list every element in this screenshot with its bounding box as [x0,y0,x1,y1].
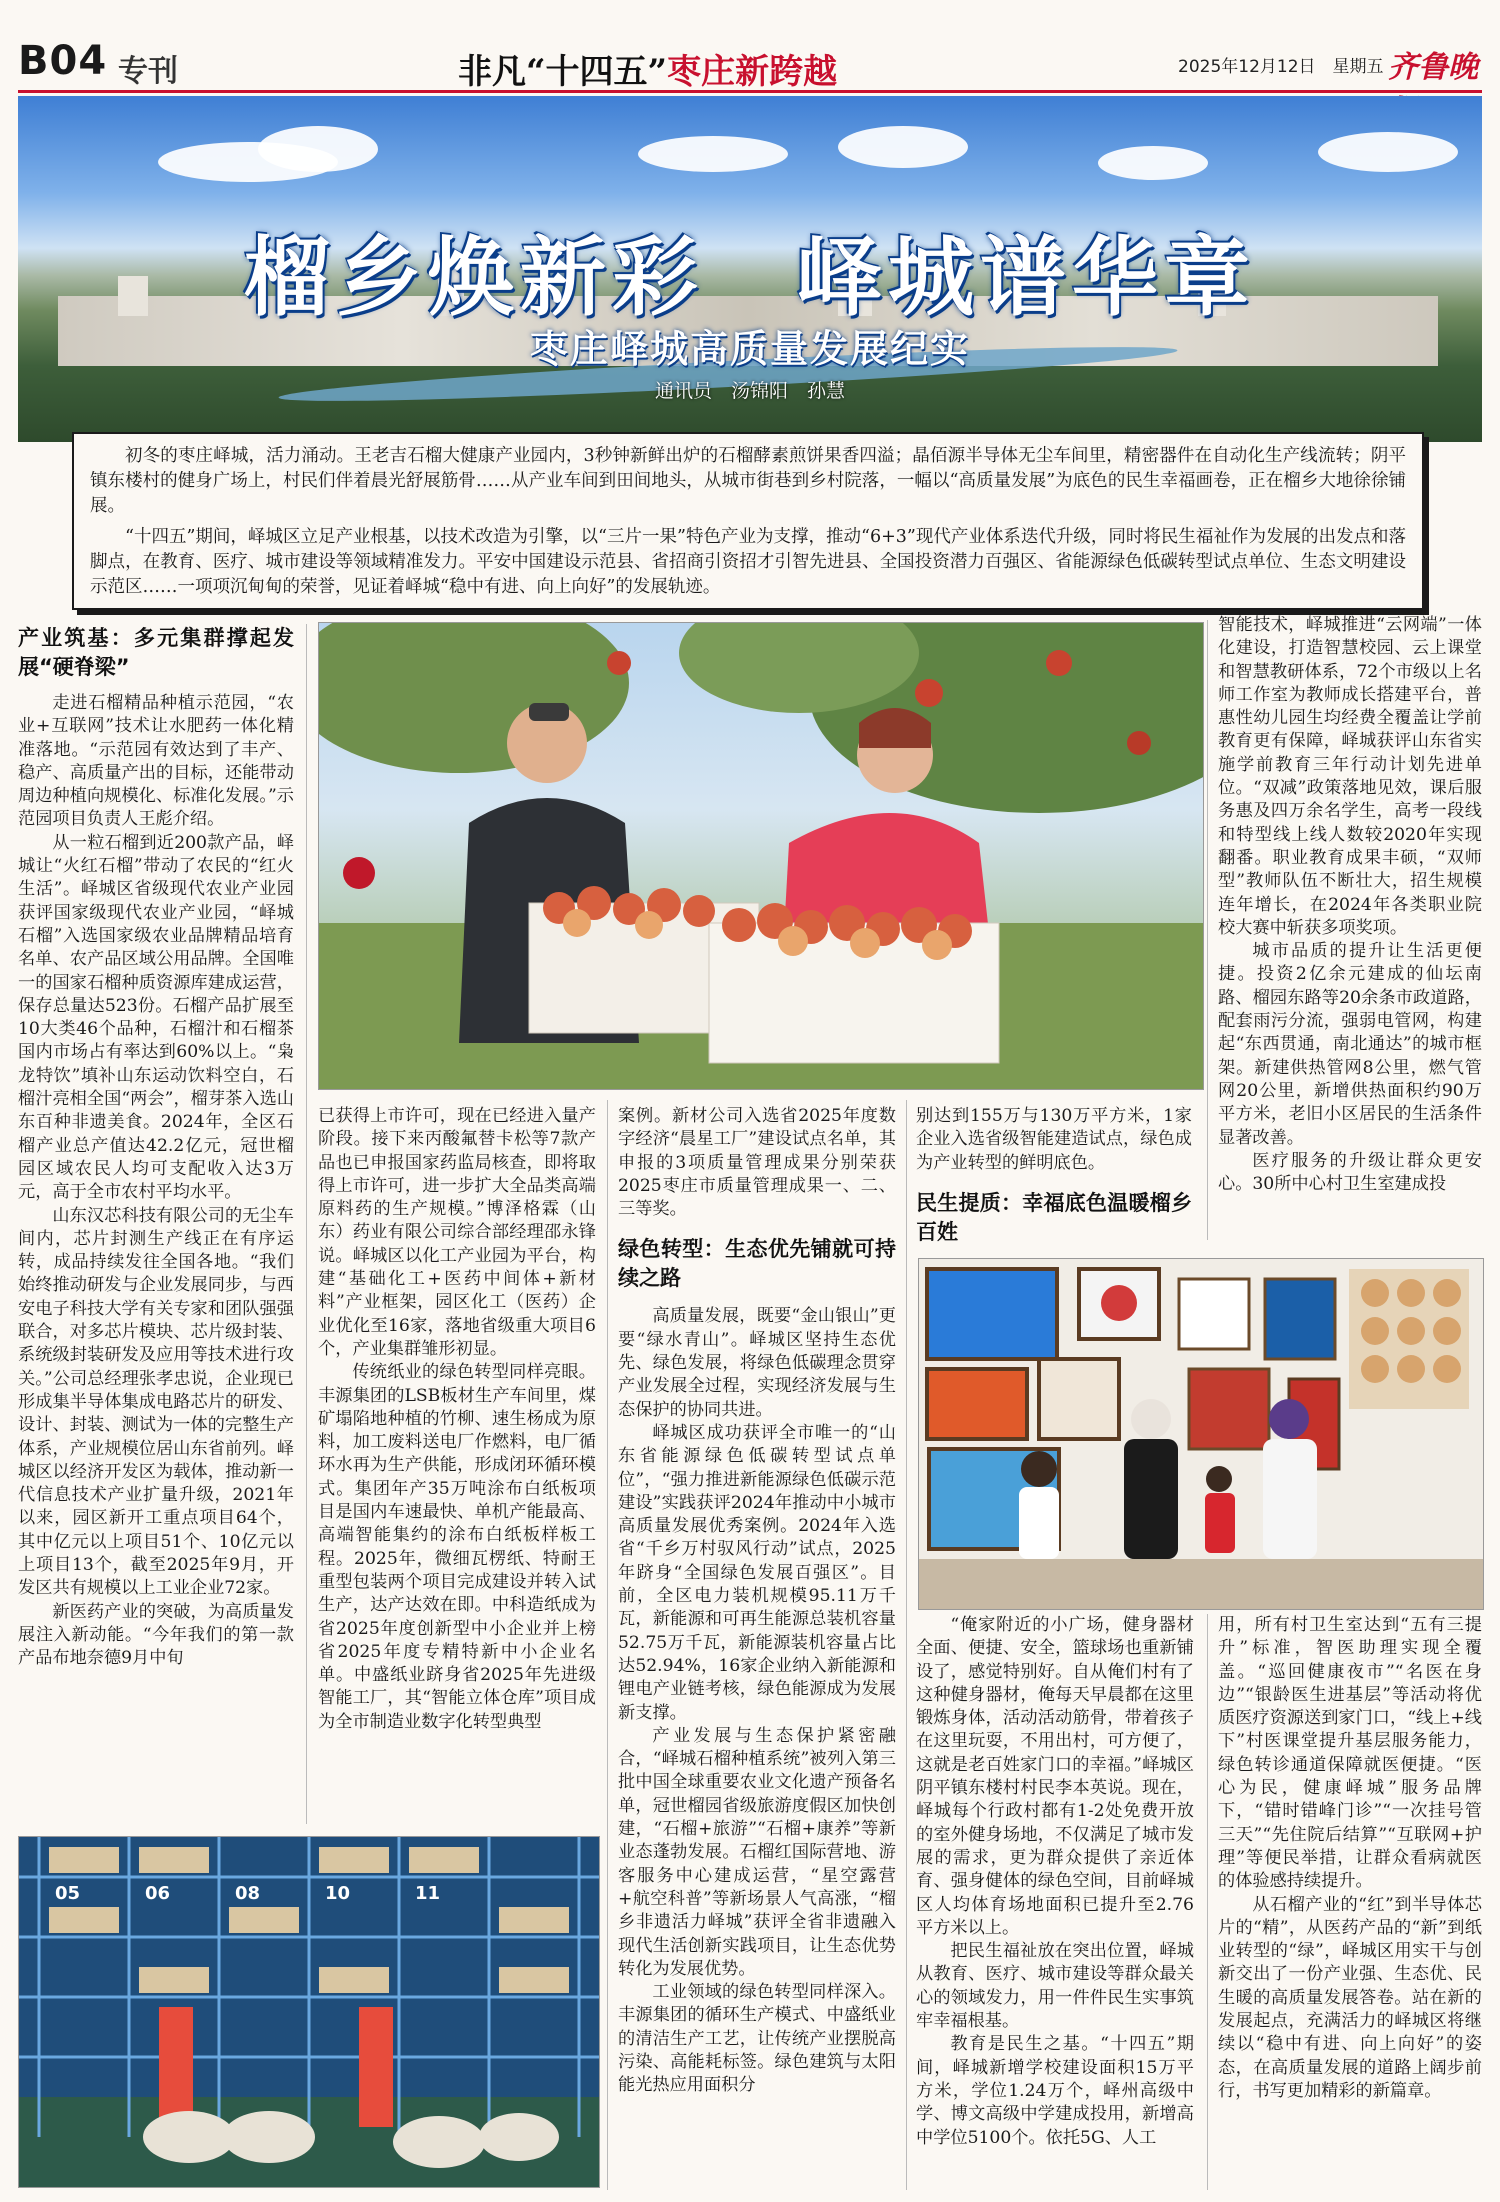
article-column-5-top [1218,614,1482,1240]
series-title-black: 非凡“十四五” [458,52,668,92]
rack-label: 08 [235,1883,261,1904]
section-name: 专刊 [118,54,178,89]
body-paragraph: 别达到155万与130万平方米，1家企业入选省级智能建造试点，绿色成为产业转型的鲜明底色。 [916,1106,1192,1173]
article-column-2 [318,1105,596,1795]
body-paragraph: 用，所有村卫生室达到“五有三提升”标准，智医助理实现全覆盖。“巡回健康夜市”“名医在身边”“银龄医生进基层”等活动将优质医疗资源送到家门口，“线上+线下”村医课堂提升基层服务能力，绿色转诊通道保障就医便捷。“医心为民，健康峄城”服务品牌下，“错时错峰门诊”“一次挂号管三天”“先住院后结算”“互联网+护理”等便民举措，让群众看病就医的体验感持续提升。 [1218,1615,1482,1892]
lead-paragraph: 初冬的枣庄峄城，活力涌动。王老吉石榴大健康产业园内，3秒钟新鲜出炉的石榴酵素煎饼果香四溢；晶佰源半导体无尘车间里，精密器件在自动化生产线流转；阴平镇东楼村的健身广场上，村民们伴着晨光舒展筋骨……从产业车间到田间地头，从城市街巷到乡村院落，一幅以“高质量发展”为底色的民生幸福画卷，正在榴乡大地徐徐铺展。 [90,446,1406,516]
column-rule [1207,620,1208,1240]
series-title [458,44,837,93]
body-paragraph: “俺家附近的小广场，健身器材全面、便捷、安全，篮球场也重新铺设了，感觉特别好。自从俺们村有了这种健身器材，俺每天早晨都在这里锻炼身体，活动活动筋骨，带着孩子在这里玩耍，不用出村，可方便了，这就是老百姓家门口的幸福。”峄城区阴平镇东楼村村民李本英说。现在，峄城每个行政村都有1-2处免费开放的室外健身场地，不仅满足了城市发展的需求，更为群众提供了亲近体育、强身健体的绿色空间，目前峄城区人均体育场地面积已提升至2.76平方米以上。 [916,1615,1194,1938]
byline: 通讯员 汤锦阳 孙慧 [654,380,845,402]
sub-headline: 枣庄峄城高质量发展纪实 [529,326,970,371]
body-paragraph: 传统纸业的绿色转型同样亮眼。丰源集团的LSB板材生产车间里，煤矿塌陷地种植的竹柳、速生杨成为原料，加工废料送电厂作燃料，电厂循环水再为生产供能，形成闭环循环模式。集团年产35万吨涂布白纸板项目是国内车速最快、单机产能最高、高端智能集约的涂布白纸板样板工程。2025年，微细瓦楞纸、特耐王重型包装两个项目完成建设并转入试生产，达产达效在即。中科造纸成为省2025年度创新型中小企业并上榜省2025年度专精特新中小企业名单。中盛纸业跻身省2025年先进级智能工厂，其“智能立体仓库”项目成为全市制造业数字化转型典型 [318,1362,596,1732]
series-title-red: 枣庄新跨越 [667,52,838,92]
page-number: B04 [18,38,108,84]
column-rule [607,1100,608,2190]
pomegranate-harvest-illustration [319,623,1203,1089]
body-paragraph: 城市品质的提升让生活更便捷。投资2亿余元建成的仙坛南路、榴园东路等20余条市政道路，配套雨污分流，强弱电管网，构建起“东西贯通，南北通达”的城市框架。新建供热管网8公里，燃气管网20公里，新增供热面积约90万平方米，老旧小区居民的生活条件显著改善。 [1218,941,1482,1148]
article-column-3 [618,1105,896,2185]
section-heading-green: 绿色转型：生态优先铺就可持续之路 [618,1237,896,1291]
automated-warehouse-photo [18,1836,600,2188]
lead-paragraph: “十四五”期间，峄城区立足产业根基，以技术改造为引擎，以“三片一果”特色产业为支撑，推动“6+3”现代产业体系迭代升级，同时将民生福祉作为发展的出发点和落脚点，在教育、医疗、城市建设等领域精准发力。平安中国建设示范县、省招商引资招才引智先进县、全国投资潜力百强区、省能源绿色低碳转型试点单位、生态文明建设示范区……一项项沉甸甸的荣誉，见证着峄城“稳中有进、向上向好”的发展轨迹。 [90,527,1406,597]
article-column-5-bottom [1218,1614,1482,2186]
body-paragraph: 新医药产业的突破，为高质量发展注入新动能。“今年我们的第一款产品布地奈德9月中旬 [18,1601,294,1669]
column-rule [906,1100,907,2190]
body-paragraph: 医疗服务的升级让群众更安心。30所中心村卫生室建成投 [1218,1150,1482,1195]
section-heading-industry: 产业筑基：多元集群撑起发展“硬脊梁” [18,626,294,679]
article-column-4-top [916,1105,1192,1245]
pomegranate-harvest-photo [318,622,1204,1090]
banner-photo [18,96,1482,442]
body-paragraph: 从一粒石榴到近200款产品，峄城让“火红石榴”带动了农民的“红火生活”。峄城区省级现代农业产业园获评国家级现代农业产业园，“峄城石榴”入选国家级农业品牌精品培育名单、农产品区域公用品牌。全国唯一的国家石榴种质资源库建成运营，保存总量达523份。石榴产品扩展至10大类46个品种，石榴汁和石榴茶国内市场占有率达到60%以上。“枭龙特饮”填补山东运动饮料空白，石榴汁亮相全国“两会”，榴芽茶入选山东百种非遗美食。2024年，全区石榴产业总产值达42.2亿元，冠世榴园区域农民人均可支配收入达3万元，高于全市农村平均水平。 [18,832,294,1203]
lead-box [72,432,1424,610]
newspaper-logo: 齐鲁晚 [1388,50,1478,85]
automated-warehouse-illustration [19,1837,599,2187]
body-paragraph: 走进石榴精品种植示范园，“农业+互联网”技术让水肥药一体化精准落地。“示范园有效达到了丰产、稳产、高质量产出的目标，还能带动周边种植向规模化、标准化发展。”示范园项目负责人王彪介绍。 [18,693,294,830]
body-paragraph: 高质量发展，既要“金山银山”更要“绿水青山”。峄城区坚持生态优先、绿色发展，将绿色低碳理念贯穿产业发展全过程，实现经济发展与生态保护的协同共进。 [618,1306,896,1420]
rack-label: 06 [145,1883,171,1904]
masthead [18,38,1482,93]
main-headline: 榴乡焕新彩 峄城谱华章 [244,227,1256,328]
body-paragraph: 案例。新材公司入选省2025年度数字经济“晨星工厂”建设试点名单，其申报的3项质量管理成果分别荣获2025枣庄市质量管理成果一、二、三等奖。 [618,1106,896,1220]
body-paragraph: 智能技术，峄城推进“云网端”一体化建设，打造智慧校园、云上课堂和智慧教研体系，72个市级以上名师工作室为教师成长搭建平台，普惠性幼儿园生均经费全覆盖让学前教育更有保障，峄城获评山东省实施学前教育三年行动计划先进单位。“双减”政策落地见效，课后服务惠及四万余名学生，高考一段线和特型线上线人数较2020年实现翻番。职业教育成果丰硕，“双师型”教师队伍不断壮大，招生规模连年增长，在2024年各类职业院校大赛中斩获多项奖项。 [1218,615,1482,938]
column-rule [306,624,307,1824]
body-paragraph: 山东汉芯科技有限公司的无尘车间内，芯片封测生产线正在有序运转，成品持续发往全国各地。“我们始终推动研发与企业发展同步，与西安电子科技大学有关专家和团队强强联合，对多芯片模块、芯片级封装、系统级封装研发及应用等技术进行攻关。”公司总经理张孝忠说，企业现已形成集半导体集成电路芯片的研发、设计、封装、测试为一体的完整生产体系，产业规模位居山东省前列。峄城区以经济开发区为载体，推动新一代信息技术产业扩量升级，2021年以来，园区新开工重点项目64个，其中亿元以上项目51个、10亿元以上项目13个，截至2025年9月，开发区共有规模以上工业企业72家。 [18,1205,294,1599]
rack-label: 05 [55,1883,81,1904]
article-column-1 [18,624,294,1794]
issue-date: 2025年12月12日 星期五 [1178,57,1384,77]
body-paragraph: 工业领域的绿色转型同样深入。丰源集团的循环生产模式、中盛纸业的清洁生产工艺，让传统产业摆脱高污染、高能耗标签。绿色建筑与太阳能光热应用面积分 [618,1982,896,2096]
art-exhibition-illustration [919,1259,1483,1609]
art-exhibition-photo [918,1258,1484,1610]
body-paragraph: 已获得上市许可，现在已经进入量产阶段。接下来丙酸氟替卡松等7款产品也已申报国家药监局核查，即将取得上市许可，进一步扩大全品类高端原料药的生产规模。”博泽格霖（山东）药业有限公司综合部经理邵永锋说。峄城区以化工产业园为平台，构建“基础化工+医药中间体+新材料”产业框架，园区化工（医药）企业优化至16家，落地省级重大项目6个，产业集群雏形初显。 [318,1106,596,1359]
rack-label: 10 [325,1883,351,1904]
body-paragraph: 峄城区成功获评全市唯一的“山东省能源绿色低碳转型试点单位”，“强力推进新能源绿色低碳示范建设”实践获评2024年推动中小城市高质量发展优秀案例。2024年入选省“千乡万村驭风行动”试点，2025年跻身“全国绿色发展百强区”。目前，全区电力装机规模95.11万千瓦，新能源和可再生能源总装机容量52.75万千瓦，新能源装机容量占比达52.94%，16家企业纳入新能源和锂电产业链考核，绿色能源成为发展新支撑。 [618,1422,896,1723]
section-heading-livelihood: 民生提质：幸福底色温暖榴乡百姓 [916,1190,1192,1244]
article-column-4-bottom [916,1614,1194,2186]
body-paragraph: 把民生福祉放在突出位置，峄城从教育、医疗、城市建设等群众最关心的领域发力，用一件件民生实事筑牢幸福根基。 [916,1941,1194,2032]
rack-label: 11 [415,1883,441,1904]
body-paragraph: 从石榴产业的“红”到半导体芯片的“精”，从医药产品的“新”到纸业转型的“绿”，峄城区用实干与创新交出了一份产业强、生态优、民生暖的高质量发展答卷。站在新的发展起点，充满活力的峄城区将继续以“稳中有进、向上向好”的姿态，在高质量发展的道路上阔步前行，书写更加精彩的新篇章。 [1218,1894,1482,2101]
column-rule [1207,1614,1208,2190]
body-paragraph: 教育是民生之基。“十四五”期间，峄城新增学校建设面积15万平方米，学位1.24万个，峄州高级中学、博文高级中学建成投用，新增高中学位5100个。依托5G、人工 [916,2034,1194,2148]
body-paragraph: 产业发展与生态保护紧密融合，“峄城石榴种植系统”被列入第三批中国全球重要农业文化遗产预备名单，冠世榴园省级旅游度假区加快创建，“石榴+旅游”“石榴+康养”等新业态蓬勃发展。石榴红国际营地、游客服务中心建成运营，“星空露营+航空科普”等新场景人气高涨，“榴乡非遗活力峄城”获评全省非遗融入现代生活创新实践项目，让生态优势转化为发展优势。 [618,1725,896,1979]
